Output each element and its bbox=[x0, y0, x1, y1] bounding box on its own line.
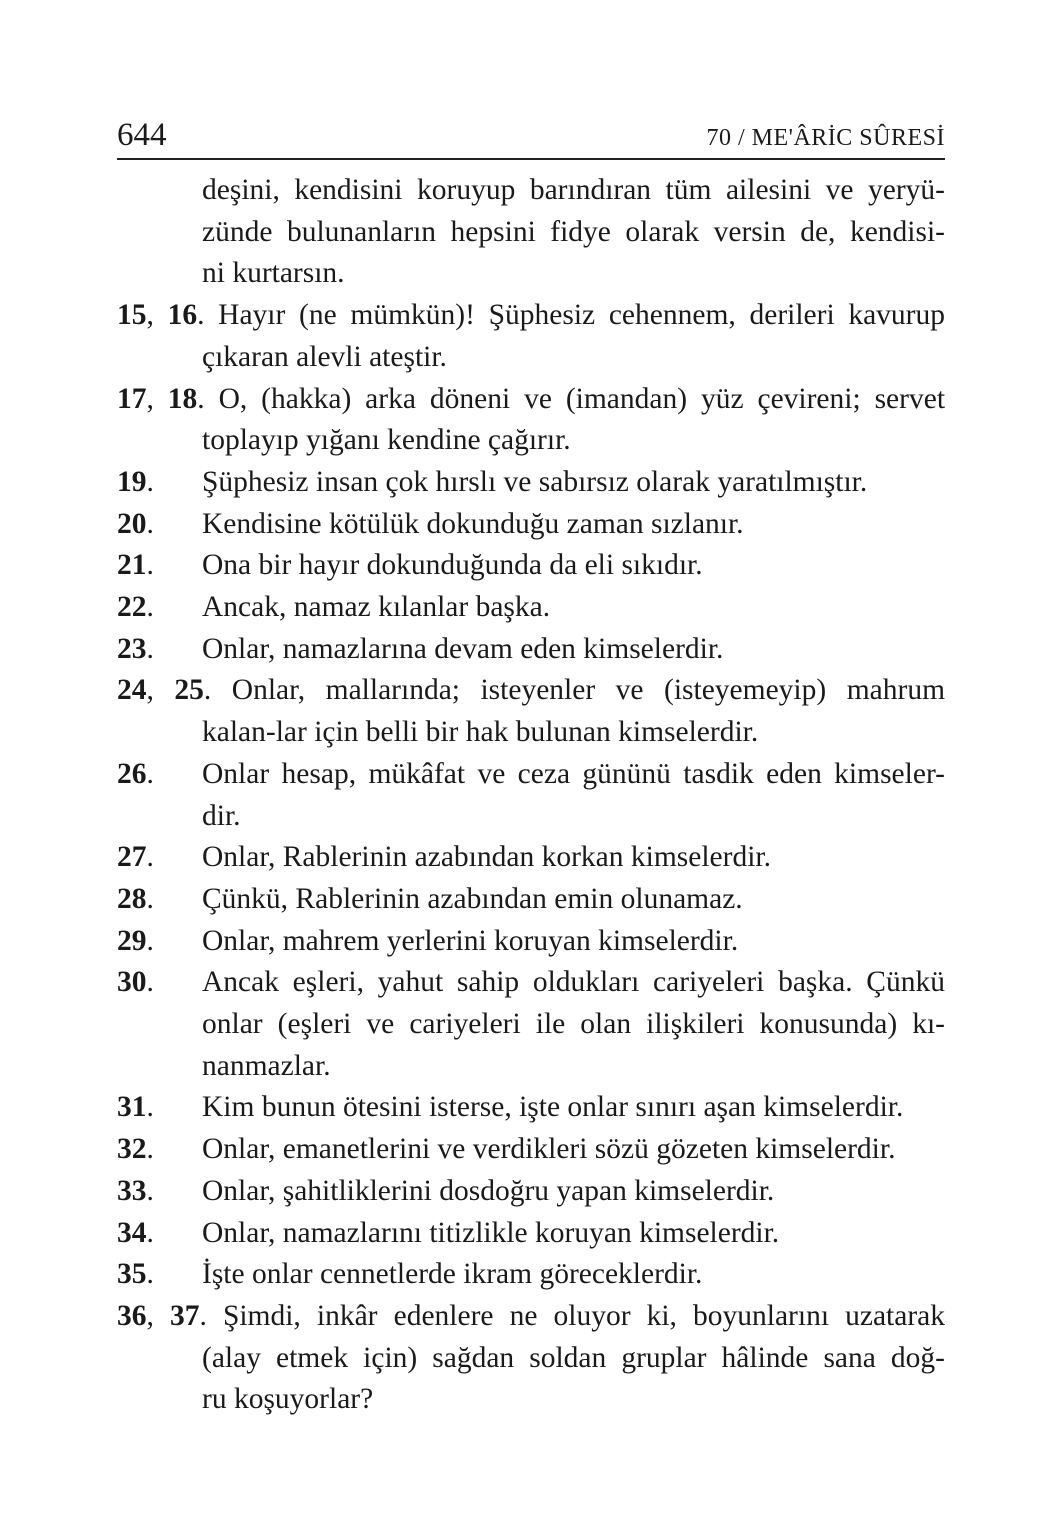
text-line: Şüphesiz insan çok hırslı ve sabırsız olarak yaratılmıştır. bbox=[202, 465, 868, 498]
text-line: Ona bir hayır dokunduğunda da eli sıkıdır. bbox=[202, 549, 703, 582]
text-line: Çünkü, Rablerinin azabından emin olunamaz. bbox=[202, 882, 743, 915]
verse-number-b: 25 bbox=[174, 674, 204, 707]
verse-number-a: 17 bbox=[117, 382, 147, 415]
verse-number-b: 37 bbox=[169, 1299, 200, 1332]
verse-number-a: 26 bbox=[117, 757, 147, 790]
verse-number: 26. bbox=[117, 757, 154, 790]
verse-number: 36, 37. bbox=[117, 1299, 223, 1332]
verse-number: 32. bbox=[117, 1133, 154, 1166]
text-line: ni kurtarsın. bbox=[202, 257, 345, 290]
verse-number-a: 34 bbox=[117, 1216, 147, 1249]
text-line bbox=[117, 295, 945, 337]
verse-number: 35. bbox=[117, 1258, 154, 1291]
verse-item bbox=[117, 1296, 945, 1421]
verse-item bbox=[117, 921, 945, 963]
text-line: Ancak, namaz kılanlar başka. bbox=[202, 591, 551, 624]
verse-number-a: 31 bbox=[117, 1091, 147, 1124]
verse-number-a: 28 bbox=[117, 882, 147, 915]
verse-number: 34. bbox=[117, 1216, 154, 1249]
verse-number: 29. bbox=[117, 924, 154, 957]
running-title: 70 / ME'ÂRİC SÛRESİ bbox=[706, 125, 945, 151]
text-line: Ancak eşleri, yahut sahip oldukları cariyeleri başka. Çünkü bbox=[202, 966, 945, 999]
verse-number: 21. bbox=[117, 549, 154, 582]
verse-item bbox=[117, 379, 945, 462]
text-line bbox=[117, 1296, 945, 1338]
verse-item bbox=[117, 962, 945, 1087]
text-line: Onlar, namazlarına devam eden kimselerdir. bbox=[202, 632, 724, 665]
text-line bbox=[117, 670, 945, 712]
text-line: Onlar, namazlarını titizlikle koruyan kimselerdir. bbox=[202, 1216, 780, 1249]
verse-number-a: 30 bbox=[117, 966, 147, 999]
text-line: Onlar, emanetlerini ve verdikleri sözü gözeten kimselerdir. bbox=[202, 1133, 896, 1166]
continuation-paragraph bbox=[117, 170, 945, 295]
verse-number-a: 20 bbox=[117, 507, 147, 540]
verse-item bbox=[117, 1129, 945, 1171]
text-line: İşte onlar cennetlerde ikram göreceklerdir. bbox=[202, 1258, 703, 1291]
verse-text: Şimdi, inkâr edenlere ne oluyor ki, boyunlarını uzatarak bbox=[222, 1299, 946, 1332]
text-line: deşini, kendisini koruyup barındıran tüm ailesini ve yeryü- bbox=[202, 174, 945, 206]
verse-number-a: 15 bbox=[117, 299, 147, 332]
verse-number-a: 33 bbox=[117, 1174, 147, 1207]
text-line: çıkaran alevli ateştir. bbox=[202, 340, 447, 373]
verse-item bbox=[117, 1171, 945, 1213]
text-line bbox=[117, 379, 945, 421]
verse-number: 28. bbox=[117, 882, 154, 915]
verse-number-b: 16 bbox=[167, 299, 198, 332]
verse-number: 27. bbox=[117, 841, 154, 874]
verse-item bbox=[117, 837, 945, 879]
text-line: ru koşuyorlar? bbox=[202, 1383, 374, 1416]
verse-list bbox=[117, 170, 945, 1421]
verse-number-b: 18 bbox=[167, 382, 198, 415]
verse-item bbox=[117, 504, 945, 546]
verse-number: 31. bbox=[117, 1091, 154, 1124]
verse-number: 33. bbox=[117, 1174, 154, 1207]
verse-text: O, (hakka) arka döneni ve (imandan) yüz çevireni; servet bbox=[218, 382, 946, 415]
verse-number: 30. bbox=[117, 966, 154, 999]
verse-number: 23. bbox=[117, 632, 154, 665]
verse-item bbox=[117, 670, 945, 753]
text-line: zünde bulunanların hepsini fidye olarak versin de, kendisi- bbox=[202, 215, 945, 248]
text-line: Onlar, şahitliklerini dosdoğru yapan kimselerdir. bbox=[202, 1174, 775, 1207]
text-line: dir. bbox=[202, 799, 241, 832]
text-line: Onlar, mahrem yerlerini koruyan kimselerdir. bbox=[202, 924, 739, 957]
text-line: nanmazlar. bbox=[202, 1049, 331, 1082]
verse-number-a: 35 bbox=[117, 1258, 147, 1291]
text-line: toplayıp yığanı kendine çağırır. bbox=[202, 424, 571, 457]
text-line: onlar (eşleri ve cariyeleri ile olan ilişkileri konusunda) kı- bbox=[202, 1008, 945, 1041]
page-header bbox=[117, 118, 945, 160]
verse-number: 20. bbox=[117, 507, 154, 540]
verse-item bbox=[117, 1213, 945, 1255]
verse-text: Onlar, mallarında; isteyenler ve (isteyemeyip) mahrum bbox=[231, 674, 946, 707]
text-line: kalan-lar için belli bir hak bulunan kimselerdir. bbox=[202, 716, 759, 749]
verse-number-a: 32 bbox=[117, 1133, 147, 1166]
verse-item bbox=[117, 587, 945, 629]
verse-item bbox=[117, 629, 945, 671]
verse-number-a: 29 bbox=[117, 924, 147, 957]
verse-number: 17, 18. bbox=[117, 382, 219, 415]
verse-item bbox=[117, 754, 945, 837]
text-line: (alay etmek için) sağdan soldan gruplar hâlinde sana doğ- bbox=[202, 1341, 945, 1374]
text-line: Kim bunun ötesini isterse, işte onlar sınırı aşan kimselerdir. bbox=[202, 1091, 904, 1124]
verse-number-a: 23 bbox=[117, 632, 147, 665]
verse-number-a: 27 bbox=[117, 841, 147, 874]
text-line: Kendisine kötülük dokunduğu zaman sızlanır. bbox=[202, 507, 744, 540]
verse-number-a: 22 bbox=[117, 591, 147, 624]
verse-item bbox=[117, 545, 945, 587]
text-line: Onlar hesap, mükâfat ve ceza gününü tasdik eden kimseler- bbox=[202, 757, 945, 790]
verse-number-a: 36 bbox=[117, 1299, 147, 1332]
verse-text: Hayır (ne mümkün)! Şüphesiz cehennem, derileri kavurup bbox=[218, 299, 946, 332]
verse-number: 24, 25. bbox=[117, 674, 232, 707]
verse-number: 15, 16. bbox=[117, 299, 219, 332]
verse-item bbox=[117, 462, 945, 504]
verse-number-a: 21 bbox=[117, 549, 147, 582]
text-line: Onlar, Rablerinin azabından korkan kimselerdir. bbox=[202, 841, 771, 874]
verse-item bbox=[117, 879, 945, 921]
verse-number-a: 19 bbox=[117, 465, 147, 498]
verse-item bbox=[117, 1254, 945, 1296]
page-number: 644 bbox=[117, 117, 167, 153]
verse-number: 22. bbox=[117, 591, 154, 624]
verse-item bbox=[117, 1087, 945, 1129]
verse-item bbox=[117, 295, 945, 378]
verse-number-a: 24 bbox=[117, 674, 147, 707]
verse-number: 19. bbox=[117, 465, 154, 498]
